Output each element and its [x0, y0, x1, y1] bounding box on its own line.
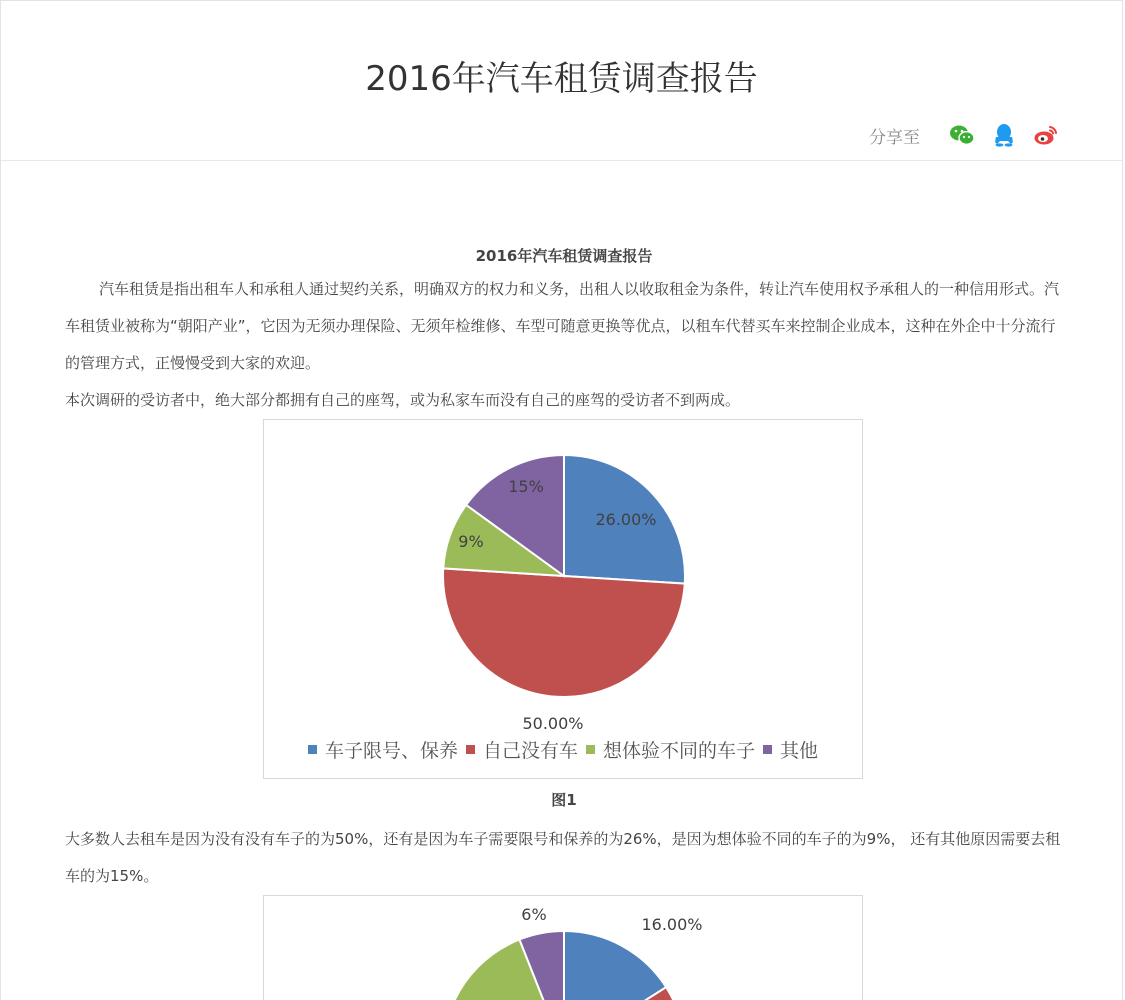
legend-swatch [763, 745, 772, 754]
legend-item [308, 736, 458, 763]
figure-1-caption: 图1 [551, 791, 577, 809]
data-label: 16.00% [641, 915, 703, 934]
chart-legend [264, 736, 862, 763]
article-content [65, 241, 1063, 1000]
legend-swatch [466, 745, 475, 754]
article-title: 2016年汽车租赁调查报告 [475, 247, 653, 265]
page-title: 2016年汽车租赁调查报告 [365, 59, 758, 99]
data-label: 9% [458, 532, 484, 551]
data-label: 26.00% [595, 510, 657, 529]
weibo-icon[interactable] [1032, 121, 1060, 149]
pie-chart-2 [264, 896, 862, 1000]
legend-label: 想体验不同的车子 [603, 740, 756, 762]
paragraph-2: 本次调研的受访者中，绝大部分都拥有自己的座驾，或为私家车而没有自己的座驾的受访者不到两成。 [65, 391, 741, 409]
legend-item [763, 736, 818, 763]
legend-item [586, 736, 755, 763]
figure-2-chart [263, 895, 863, 1000]
data-label: 50.00% [522, 714, 584, 733]
page-header [1, 1, 1122, 161]
qq-icon[interactable] [990, 121, 1018, 149]
share-label: 分享至 [869, 127, 920, 148]
pie-chart-1 [264, 420, 862, 778]
pie-slice [443, 568, 685, 697]
legend-swatch [308, 745, 317, 754]
legend-swatch [586, 745, 595, 754]
pie-slice [564, 931, 666, 1000]
share-bar [869, 121, 1060, 149]
data-label: 15% [508, 477, 544, 496]
wechat-icon[interactable] [948, 121, 976, 149]
intro-paragraph: 汽车租赁是指出租车人和承租人通过契约关系，明确双方的权力和义务，出租人以收取租金为条件，转让汽车使用权予承租人的一种信用形式。汽车租赁业被称为“朝阳产业”，它因为无须办理保险、无须年检维修、车型可随意更换等优点，以租车代替买车来控制企业成本，这种在外企中十分流行的管理方式，正慢慢受到大家的欢迎。 [65, 280, 1060, 372]
legend-label: 车子限号、保养 [324, 740, 458, 762]
legend-item [466, 736, 578, 763]
figure-1-chart [263, 419, 863, 779]
data-label: 6% [521, 905, 547, 924]
paragraph-3: 大多数人去租车是因为没有没有车子的为50%，还有是因为车子需要限号和保养的为26%，是因为想体验不同的车子的为9%， 还有其他原因需要去租车的为15%。 [65, 830, 1061, 885]
legend-label: 其他 [780, 740, 819, 762]
legend-label: 自己没有车 [482, 740, 578, 762]
